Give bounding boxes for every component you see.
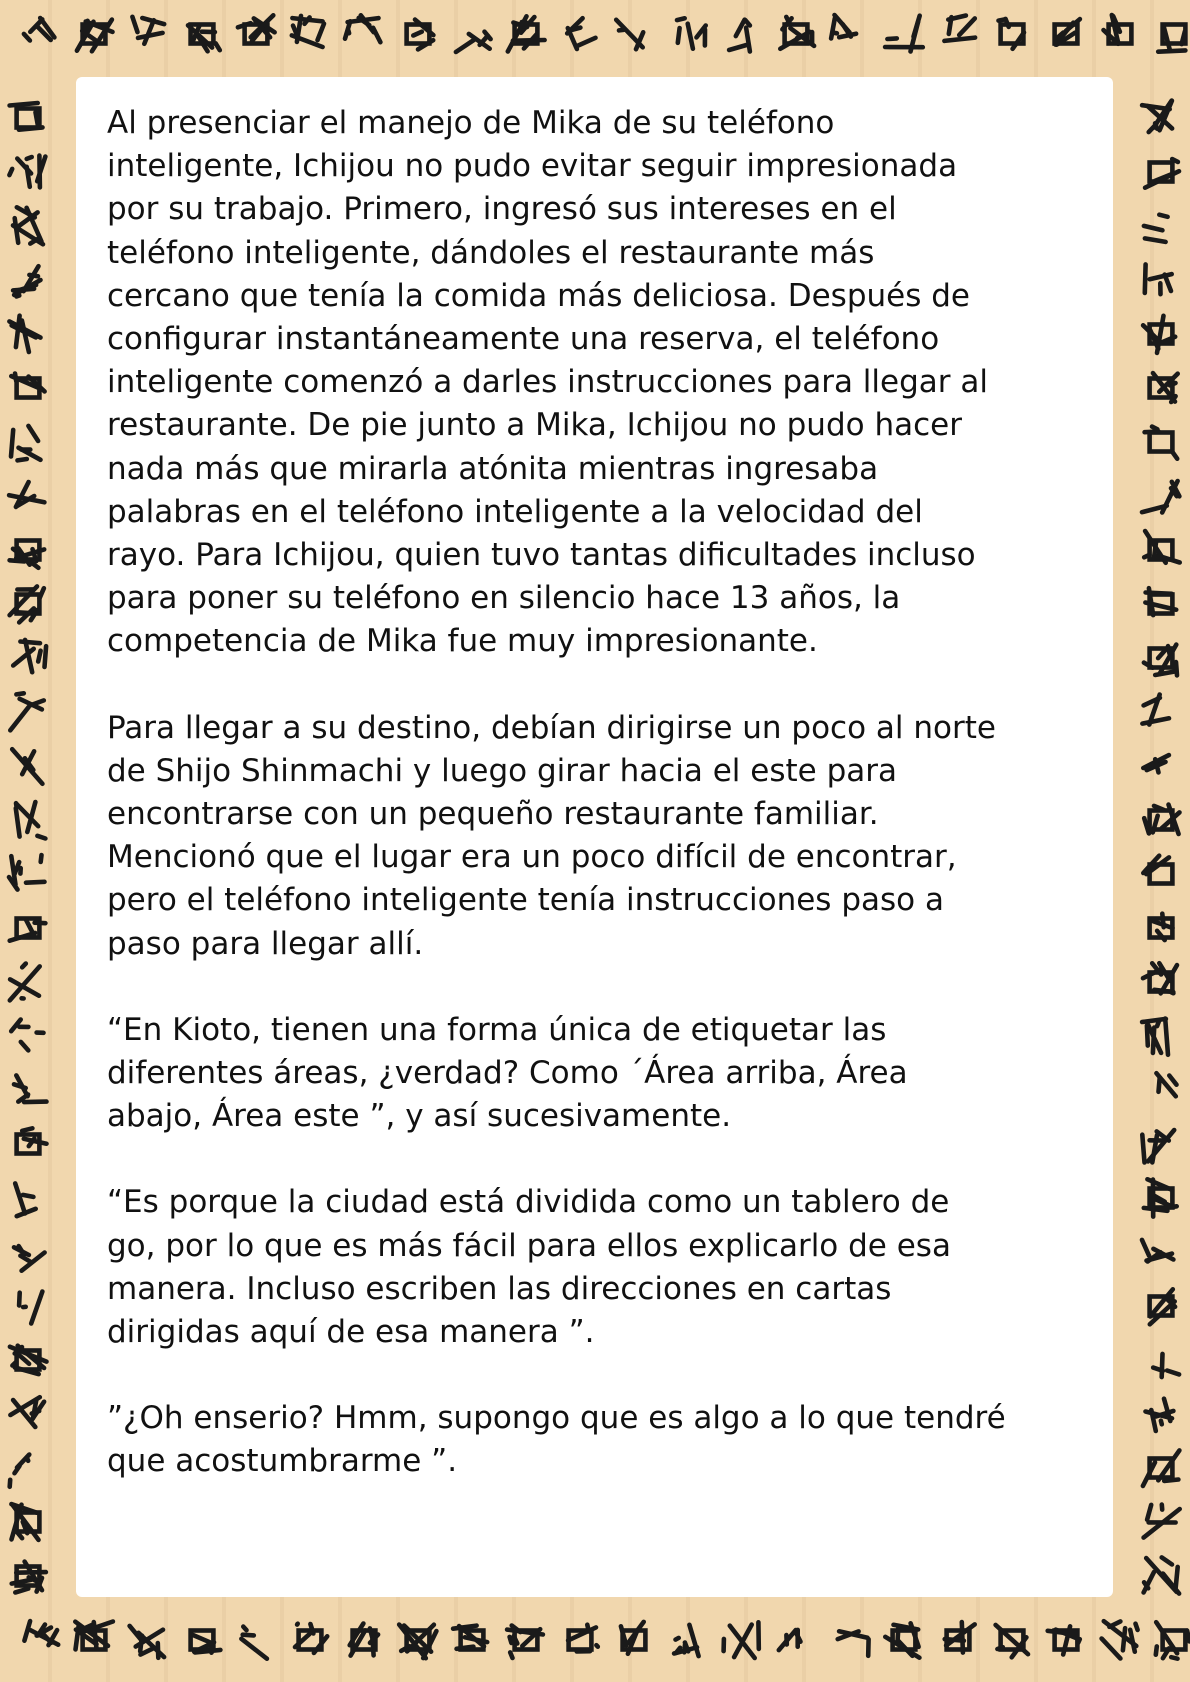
ornament-glyph — [407, 20, 434, 50]
ornament-glyph — [345, 15, 380, 42]
ornament-glyph — [13, 266, 40, 296]
ornament-glyph — [621, 1622, 645, 1654]
ornament-glyph — [831, 15, 856, 39]
ornament-glyph — [399, 1625, 436, 1659]
ornament-glyph — [945, 1622, 975, 1653]
ornament-glyph — [944, 16, 975, 41]
ornament-glyph — [295, 1624, 327, 1653]
ornament-glyph — [996, 1625, 1028, 1657]
glyph-border-left — [0, 78, 75, 1600]
ornament-glyph — [10, 1346, 47, 1374]
ornament-glyph — [1158, 25, 1185, 52]
ornament-glyph — [1145, 427, 1178, 459]
ornament-glyph — [1143, 1450, 1180, 1486]
ornament-glyph — [674, 1625, 699, 1656]
ornament-glyph — [453, 1626, 487, 1650]
paragraph: ”¿Oh enserio? Hmm, supongo que es algo a lo que tendré que acostumbrarme ”. — [107, 1400, 1006, 1480]
ornament-glyph — [10, 586, 44, 622]
ornament-glyph — [1048, 1626, 1080, 1654]
ornament-glyph — [13, 207, 43, 244]
ornament-glyph — [10, 103, 43, 130]
ornament-glyph — [12, 749, 42, 784]
ornament-glyph — [1142, 101, 1172, 133]
ornament-glyph — [1142, 1019, 1168, 1055]
paragraph: Para llegar a su destino, debían dirigirse un poco al norte de Shijo Shinmachi y luego girar hacia el este para encontrarse con un pequeño restaurante familiar. Mencionó que el lugar era un poco difícil de encontrar, pero el teléfono inteligente tenía instrucciones paso a paso para llegar allí. — [107, 709, 996, 962]
ornament-glyph — [568, 1625, 598, 1652]
ornament-glyph — [1142, 695, 1169, 725]
ornament-glyph — [729, 20, 750, 52]
ornament-glyph — [350, 1624, 378, 1656]
ornament-glyph — [1104, 15, 1132, 44]
ornament-glyph — [11, 426, 41, 461]
ornament-glyph — [1146, 1399, 1174, 1431]
ornament-glyph — [9, 156, 45, 188]
ornament-glyph — [14, 1075, 47, 1102]
ornament-glyph — [10, 1397, 44, 1427]
ornament-glyph — [1150, 373, 1178, 402]
ornament-glyph — [14, 1246, 45, 1271]
ornament-glyph — [9, 316, 40, 352]
ornament-glyph — [15, 1183, 36, 1216]
ornament-glyph — [9, 855, 45, 890]
ornament-glyph — [1156, 1622, 1190, 1659]
ornament-glyph — [17, 1128, 47, 1153]
ornament-glyph — [838, 1631, 869, 1656]
ornament-glyph — [724, 1622, 759, 1658]
ornament-glyph — [11, 1020, 43, 1051]
ornament-glyph — [1150, 914, 1173, 940]
ornament-glyph — [1143, 755, 1169, 772]
ornament-glyph — [241, 1627, 267, 1659]
ornament-glyph — [1156, 1073, 1176, 1096]
ornament-glyph — [999, 19, 1025, 49]
ornament-glyph — [1102, 1621, 1138, 1658]
ornament-glyph — [130, 1626, 165, 1658]
ornament-glyph — [132, 17, 164, 44]
ornament-glyph — [1055, 19, 1080, 45]
ornament-glyph — [1144, 645, 1177, 676]
ornament-glyph — [9, 482, 44, 507]
ornament-glyph — [13, 640, 46, 672]
ornament-glyph — [1145, 264, 1172, 294]
ornament-glyph — [1150, 1289, 1176, 1324]
ornament-glyph — [16, 802, 46, 839]
ornament-glyph — [188, 25, 220, 52]
ornament-glyph — [456, 32, 491, 52]
paragraph: “Es porque la ciudad está dividida como un tablero de go, por lo que es más fácil para ellos explicarlo de esa manera. Incluso escriben las direcciones en cartas dirigidas aquí de esa manera ”. — [107, 1184, 951, 1351]
ornament-glyph — [508, 16, 545, 51]
ornament-glyph — [1142, 481, 1179, 513]
ornament-glyph — [11, 374, 44, 398]
ornament-glyph — [24, 1621, 58, 1645]
ornament-glyph — [11, 1504, 39, 1540]
ornament-glyph — [75, 1622, 113, 1650]
glyph-border-right — [1115, 78, 1190, 1600]
ornament-glyph — [1142, 1130, 1174, 1163]
ornament-glyph — [507, 1626, 543, 1659]
ornament-glyph — [1143, 963, 1177, 993]
ornament-glyph — [238, 15, 275, 43]
ornament-glyph — [885, 1623, 919, 1657]
ornament-glyph — [1143, 316, 1175, 353]
ornament-glyph — [10, 541, 45, 568]
paragraph: “En Kioto, tienen una forma única de etiquetar las diferentes áreas, ¿verdad? Como ´Área arriba, Área abajo, Área este ”, y así sucesivamente. — [107, 1011, 908, 1135]
ornament-glyph — [10, 1455, 30, 1487]
document-body — [107, 102, 1007, 1527]
ornament-glyph — [1142, 1240, 1173, 1262]
ornament-glyph — [616, 20, 643, 49]
ornament-glyph — [780, 17, 814, 49]
ornament-glyph — [1153, 1354, 1179, 1377]
glyph-border-bottom — [0, 1600, 1190, 1682]
ornament-glyph — [10, 964, 40, 1001]
glyph-border-top — [0, 0, 1190, 78]
ornament-glyph — [1144, 805, 1179, 834]
ornament-glyph — [10, 693, 44, 730]
ornament-glyph — [677, 18, 706, 48]
ornament-glyph — [1144, 1179, 1177, 1216]
ornament-glyph — [24, 18, 55, 41]
ornament-glyph — [19, 1292, 42, 1324]
ornament-glyph — [885, 16, 923, 52]
ornament-glyph — [1145, 159, 1179, 188]
paragraph: Al presenciar el manejo de Mika de su teléfono inteligente, Ichijou no pudo evitar seguir impresionada por su trabajo. Primero, ingresó sus intereses en el teléfono inteligente, dándoles el restaurante más cercano que tenía la comida más deliciosa. Después de configurar instantáneamente una reserva, el teléfono inteligente comenzó a darles instrucciones para llegar al restaurante. De pie junto a Mika, Ichijou no pudo hacer nada más que mirarla atónita mientras ingresaba palabras en el teléfono inteligente a la velocidad del rayo. Para Ichijou, quien tuvo tantas dificultades incluso para poner su teléfono en silencio hace 13 años, la competencia de Mika fue muy impresionante. — [107, 105, 988, 660]
ornament-glyph — [1143, 856, 1172, 884]
ornament-glyph — [567, 18, 595, 49]
ornament-glyph — [77, 20, 113, 52]
ornament-glyph — [1144, 1557, 1180, 1593]
ornament-glyph — [1144, 531, 1180, 563]
ornament-glyph — [292, 16, 324, 47]
ornament-glyph — [779, 1630, 801, 1650]
ornament-glyph — [1145, 588, 1176, 615]
ornament-glyph — [12, 1562, 46, 1593]
ornament-glyph — [1144, 215, 1168, 242]
ornament-glyph — [10, 919, 46, 941]
ornament-glyph — [1144, 1505, 1180, 1538]
ornament-glyph — [191, 1631, 221, 1653]
